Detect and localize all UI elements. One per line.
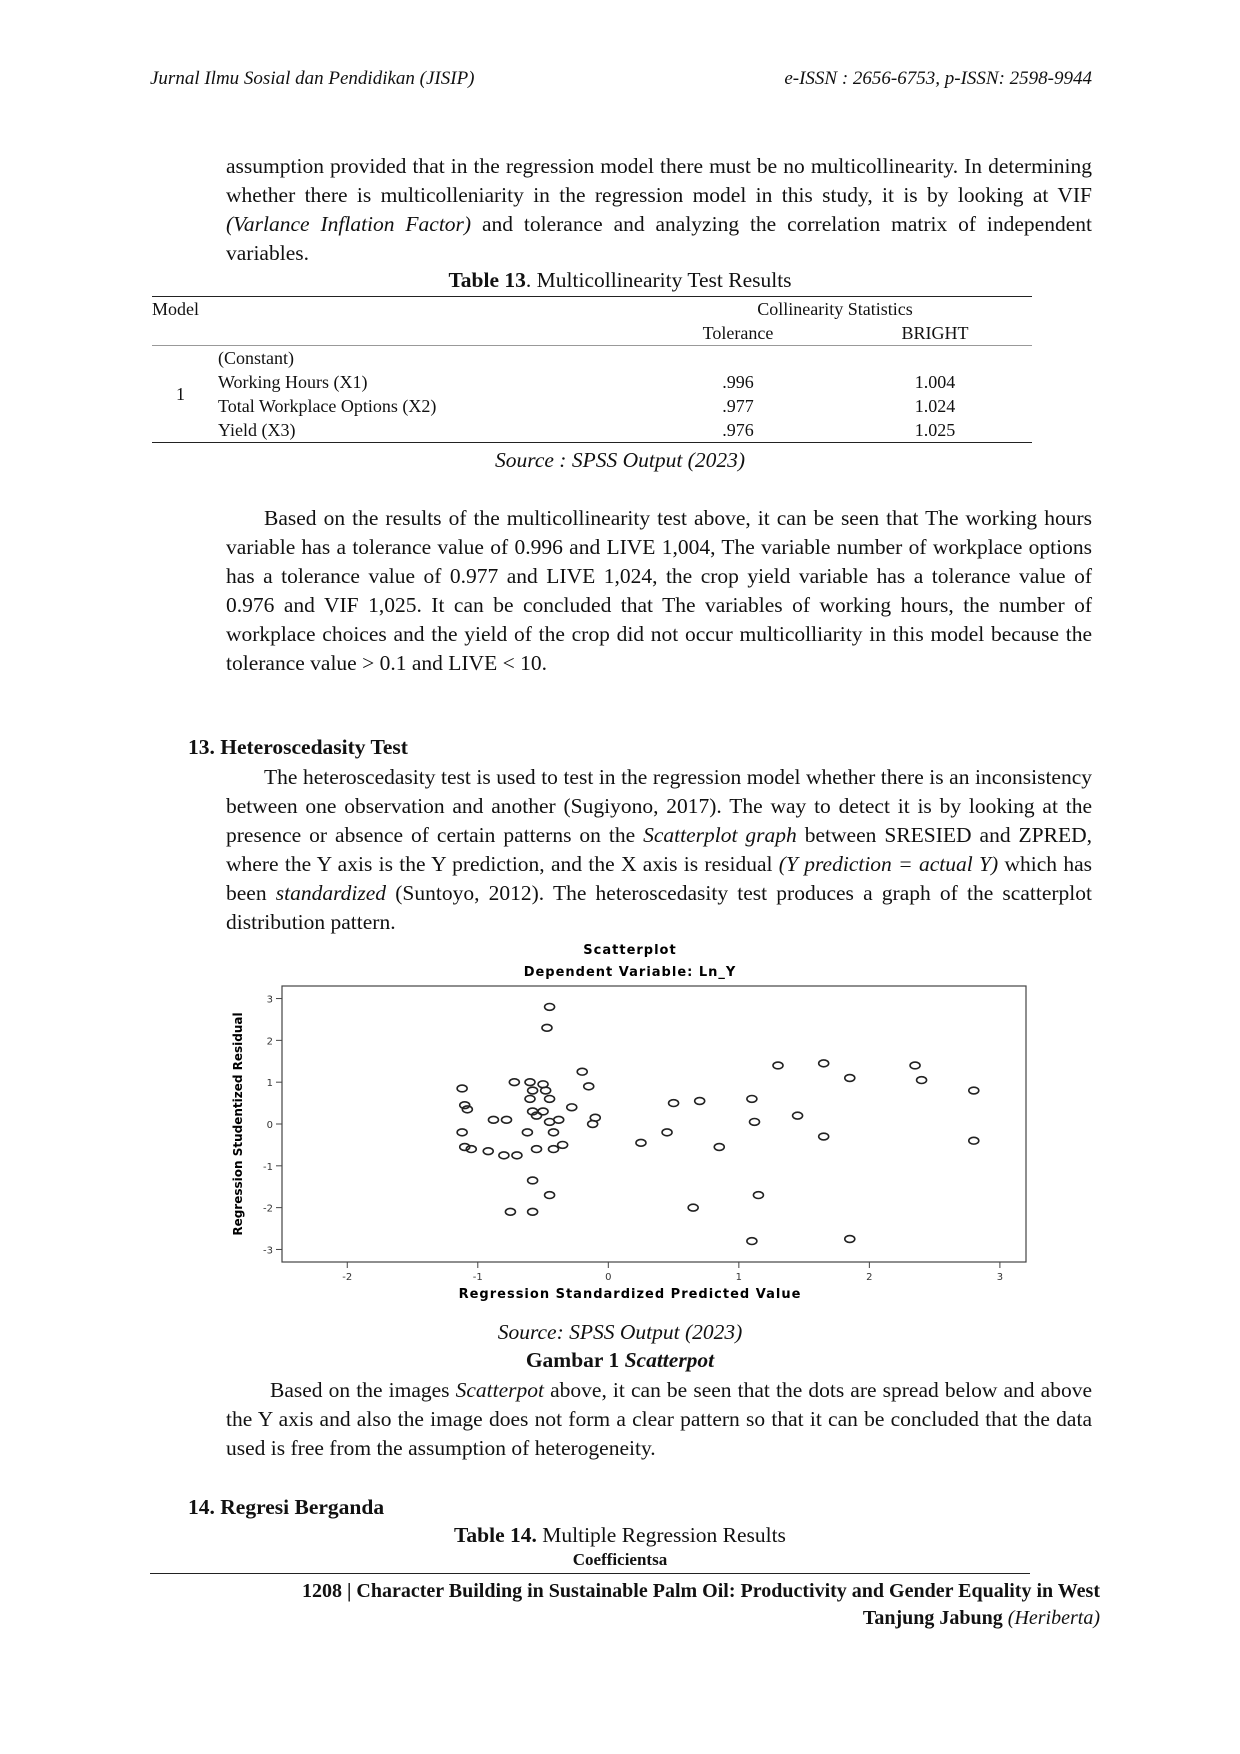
scatter-point	[522, 1129, 532, 1136]
section13-text-a: The heteroscedasity test is used to test in the regression model whether there is an inconsistency between one observation and another (Sugiyono, 2017). The way to detect it is by looking at the presence or absence of certain patterns on the	[226, 765, 1092, 847]
scatter-point	[502, 1116, 512, 1123]
section13-text-c: which has been	[226, 852, 1092, 905]
x-tick-label: 3	[996, 1272, 1004, 1283]
table14-caption-text: Multiple Regression Results	[536, 1523, 786, 1547]
scatter-point	[542, 1024, 552, 1031]
scatter-point	[714, 1144, 724, 1151]
x-tick-label: -2	[342, 1272, 353, 1283]
row-tolerance: .996	[722, 371, 754, 392]
section13-text-b: between SRESIED and ZPRED, where the Y axis is the Y prediction, and the X axis is residual	[226, 823, 1093, 876]
scatter-point	[969, 1087, 979, 1094]
data-points	[457, 1004, 979, 1245]
conclusion-italic: Scatterpot	[455, 1378, 545, 1402]
table-row	[152, 394, 1032, 418]
scatter-point	[773, 1062, 783, 1069]
scatter-point	[567, 1104, 577, 1111]
table13-caption-label: Table 13	[448, 268, 526, 292]
discussion-text: Based on the results of the multicollinearity test above, it can be seen that The working hours variable has a tolerance value of 0.996 and LIVE 1,004, The variable number of workplace options has a tolerance value of 0.977 and LIVE 1,024, the crop yield variable has a tolerance value of 0.976 and VIF 1,025. It can be concluded that The variables of working hours, the number of workplace choices and the yield of the crop did not occur multicolliarity in this model because the tolerance value > 0.1 and LIVE < 10.	[226, 506, 1092, 675]
table14-top-rule	[150, 1573, 1030, 1574]
y-tick-label: 0	[266, 1120, 273, 1131]
scatter-point	[528, 1208, 538, 1215]
table13-caption-text: . Multicollinearity Test Results	[525, 268, 792, 292]
scatter-point	[532, 1146, 542, 1153]
x-tick-label: 1	[735, 1272, 743, 1283]
table13-caption	[0, 268, 1240, 293]
y-axis-label: Regression Studentized Residual	[231, 1012, 245, 1236]
scatter-point	[662, 1129, 672, 1136]
scatter-point	[462, 1106, 472, 1113]
y-tick-label: -1	[263, 1161, 273, 1173]
scatter-point	[541, 1087, 551, 1094]
x-axis-label: Regression Standardized Predicted Value	[458, 1287, 802, 1302]
row-vif: 1.004	[914, 371, 956, 392]
scatter-point	[488, 1116, 498, 1123]
row-tolerance	[638, 346, 838, 371]
figure-caption-label: Gambar 1	[525, 1348, 625, 1372]
conclusion-text-a: Based on the images	[270, 1378, 456, 1402]
scatter-point	[793, 1112, 803, 1119]
scatter-point	[845, 1075, 855, 1082]
x-tick-label: -1	[472, 1272, 483, 1283]
scatter-point	[819, 1060, 829, 1067]
scatter-point	[545, 1096, 555, 1103]
scatter-point	[548, 1146, 558, 1153]
scatter-point	[590, 1114, 600, 1121]
row-vif	[838, 346, 1032, 371]
row-name: Total Workplace Options (X2)	[218, 395, 437, 416]
x-axis	[342, 1262, 1003, 1283]
section13-heading: 13. Heteroscedasity Test	[188, 735, 408, 759]
scatter-point	[499, 1152, 509, 1159]
journal-title: Jurnal Ilmu Sosial dan Pendidikan (JISIP)	[150, 68, 475, 89]
row-name: Working Hours (X1)	[218, 371, 368, 392]
table-row	[152, 346, 1032, 371]
scatter-point	[695, 1098, 705, 1105]
scatter-point	[577, 1068, 587, 1075]
scatter-point	[548, 1129, 558, 1136]
intro-paragraph	[226, 152, 1092, 268]
scatter-point	[747, 1096, 757, 1103]
scatter-point	[483, 1148, 493, 1155]
conclusion-text-b: above, it can be seen that the dots are spread below and above the Y axis and also the image does not form a clear pattern so that it can be concluded that the data used is free from the assumption of heterogeneity.	[226, 1378, 1092, 1460]
scatter-point	[457, 1129, 467, 1136]
section13-text-d: (Suntoyo, 2012). The heteroscedasity test produces a graph of the scatterplot distribution pattern.	[226, 881, 1092, 934]
scatter-point	[525, 1096, 535, 1103]
scatter-point	[512, 1152, 522, 1159]
col-tolerance-header: Tolerance	[702, 322, 774, 343]
scatter-point	[545, 1004, 555, 1011]
row-vif: 1.025	[914, 419, 956, 440]
figure-caption	[0, 1348, 1240, 1373]
discussion-paragraph	[226, 504, 1092, 678]
scatter-point	[669, 1100, 679, 1107]
intro-italic: (Varlance Inflation Factor)	[226, 212, 472, 236]
scatter-point	[584, 1083, 594, 1090]
scatter-point	[910, 1062, 920, 1069]
model-number: 1	[176, 383, 185, 404]
x-tick-label: 0	[605, 1272, 612, 1283]
scatter-point	[509, 1079, 519, 1086]
chart-title: Scatterplot	[583, 943, 677, 958]
section13-italic-3: standardized	[275, 881, 387, 905]
scatter-point	[747, 1238, 757, 1245]
plot-frame	[282, 986, 1026, 1262]
scatter-point	[460, 1102, 470, 1109]
scatter-point	[538, 1108, 548, 1115]
y-tick-label: 2	[266, 1036, 273, 1048]
section13-italic-1: Scatterplot graph	[643, 823, 797, 847]
table-row	[152, 418, 1032, 443]
figure-caption-italic: Scatterpot	[624, 1348, 715, 1372]
scatter-point	[688, 1204, 698, 1211]
y-axis	[263, 995, 282, 1257]
scatter-point	[753, 1192, 763, 1199]
x-tick-label: 2	[866, 1272, 873, 1283]
scatterplot-chart	[220, 940, 1040, 1305]
y-tick-label: -2	[263, 1203, 273, 1215]
issn-text: e-ISSN : 2656-6753, p-ISSN: 2598-9944	[784, 68, 1092, 89]
y-tick-label: 1	[266, 1078, 273, 1090]
section13-italic-2: (Y prediction = actual Y)	[778, 852, 999, 876]
row-vif: 1.024	[914, 395, 956, 416]
table14-caption	[0, 1523, 1240, 1548]
y-tick-label: -3	[263, 1245, 273, 1257]
row-name: Yield (X3)	[218, 419, 296, 440]
scatter-point	[969, 1137, 979, 1144]
scatter-point	[525, 1079, 535, 1086]
table14-subcaption: Coefficientsa	[572, 1550, 668, 1569]
scatter-point	[545, 1192, 555, 1199]
multicollinearity-table	[152, 296, 1032, 443]
footer-line-1: 1208 | Character Building in Sustainable Palm Oil: Productivity and Gender Equality in West	[301, 1580, 1100, 1602]
y-tick-label: 3	[266, 994, 273, 1006]
scatter-point	[845, 1236, 855, 1243]
scatter-point	[558, 1142, 568, 1149]
scatter-point	[505, 1208, 515, 1215]
table14-caption-label: Table 14.	[454, 1523, 537, 1547]
scatter-point	[528, 1087, 538, 1094]
scatter-point	[917, 1077, 927, 1084]
scatter-point	[819, 1133, 829, 1140]
scatter-point	[457, 1085, 467, 1092]
row-name: (Constant)	[218, 347, 294, 368]
footer-author: (Heriberta)	[1007, 1607, 1100, 1629]
col-model-header: Model	[152, 298, 199, 319]
row-tolerance: .976	[722, 419, 754, 440]
intro-text-end: and tolerance and analyzing the correlation matrix of independent variables.	[226, 212, 1092, 265]
footer-text: Tanjung Jabung	[862, 1607, 1008, 1629]
figure-source: Source: SPSS Output (2023)	[497, 1320, 743, 1344]
table13-source: Source : SPSS Output (2023)	[495, 448, 745, 472]
table-row	[152, 370, 1032, 394]
intro-text: assumption provided that in the regression model there must be no multicollinearity. In determining whether there is multicolleniarity in the regression model in this study, it is by looking at VIF	[226, 154, 1092, 207]
scatter-point	[528, 1177, 538, 1184]
row-tolerance: .977	[722, 395, 754, 416]
section14-heading: 14. Regresi Berganda	[188, 1495, 385, 1519]
section13-paragraph	[226, 763, 1092, 937]
scatter-point	[750, 1119, 760, 1126]
scatter-point	[554, 1116, 564, 1123]
footer-line-2	[863, 1607, 1100, 1630]
col-vif-header: BRIGHT	[901, 322, 969, 343]
chart-subtitle: Dependent Variable: Ln_Y	[523, 965, 737, 980]
conclusion-paragraph	[226, 1376, 1092, 1463]
scatter-point	[636, 1139, 646, 1146]
col-group-header: Collinearity Statistics	[757, 298, 913, 319]
